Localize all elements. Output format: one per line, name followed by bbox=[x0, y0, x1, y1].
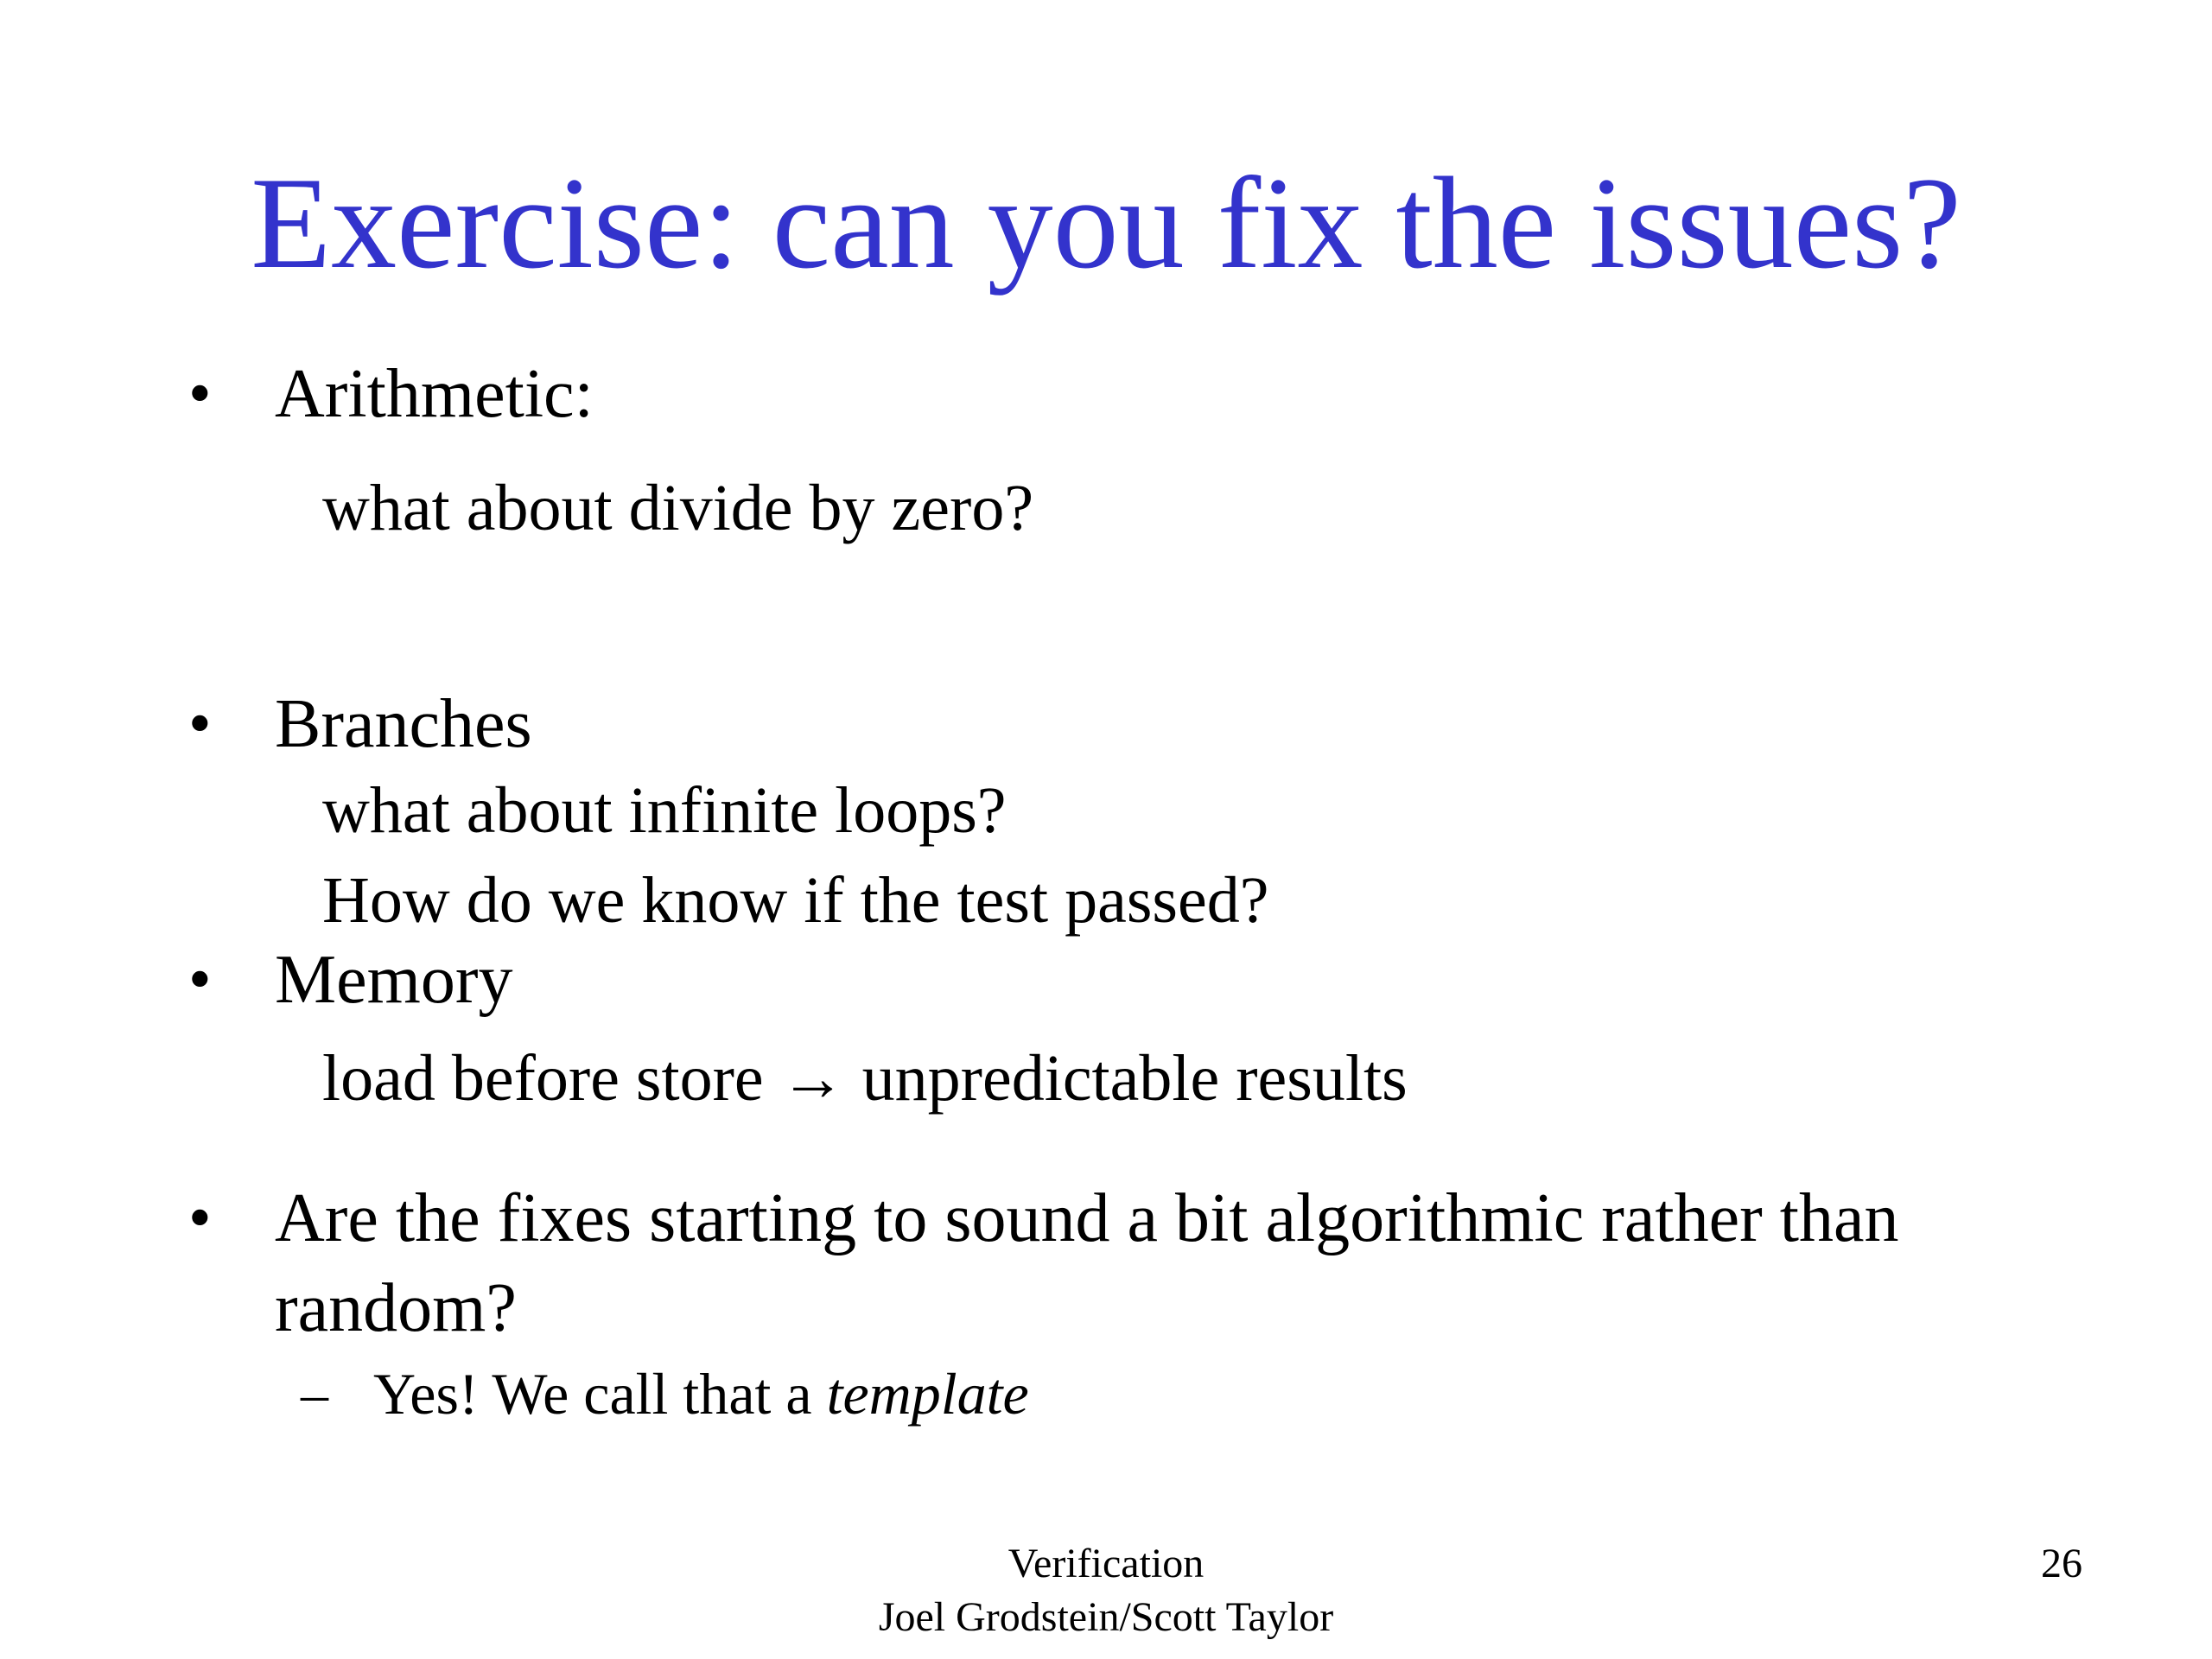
bullet-branches: Branches bbox=[275, 686, 532, 762]
sub-line-test-passed: How do we know if the test passed? bbox=[322, 864, 1269, 937]
footer-course: Verification bbox=[1007, 1541, 1205, 1586]
bullet-marker: • bbox=[188, 687, 212, 760]
bullet-marker: • bbox=[188, 1181, 212, 1254]
sub-line-divide-by-zero: what about divide by zero? bbox=[322, 472, 1034, 544]
bullet-marker: • bbox=[188, 943, 212, 1015]
bullet-arithmetic: Arithmetic: bbox=[275, 356, 594, 432]
sub-line-load-before-store: load before store → unpredictable results bbox=[322, 1042, 1408, 1115]
sub-bullet-dash: – bbox=[301, 1363, 328, 1424]
bullet-memory: Memory bbox=[275, 942, 513, 1018]
sub-bullet-template bbox=[373, 1355, 1029, 1433]
sub-line-infinite-loops: what about infinite loops? bbox=[322, 774, 1007, 847]
sub-bullet-text: Yes! We call that a bbox=[373, 1361, 827, 1427]
page-number: 26 bbox=[2041, 1541, 2082, 1586]
sub-bullet-emphasis: template bbox=[826, 1361, 1029, 1427]
slide-title: Exercise: can you fix the issues? bbox=[251, 150, 1961, 296]
bullet-marker: • bbox=[188, 357, 212, 429]
footer-authors: Joel Grodstein/Scott Taylor bbox=[878, 1594, 1334, 1640]
bullet-algorithmic-line-1: Are the fixes starting to sound a bit algorithmic rather than bbox=[275, 1180, 1899, 1256]
bullet-algorithmic-line-2: random? bbox=[275, 1270, 517, 1346]
